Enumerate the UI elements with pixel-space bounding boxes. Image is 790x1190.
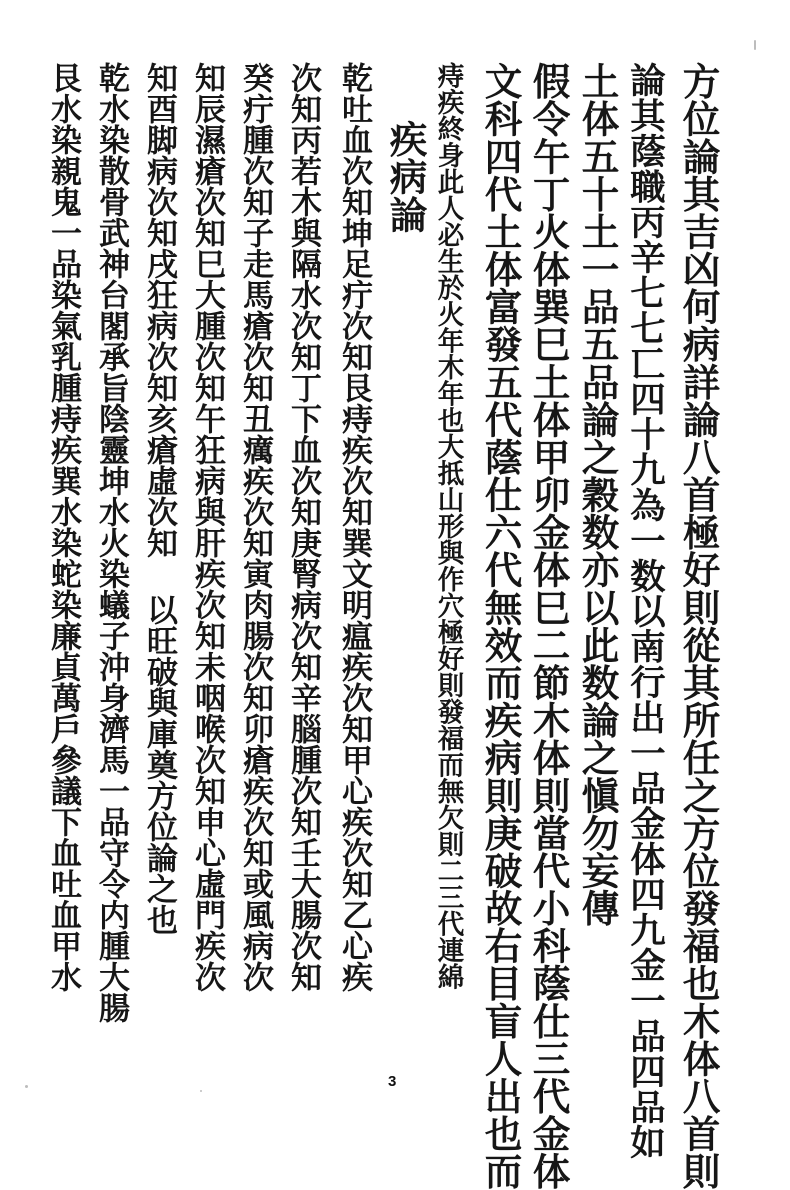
section-heading: 疾病論 <box>383 120 428 233</box>
text-column: 論其蔭職丙辛七七匸四十九為一数以南行出一品金体四九金一品四品如 <box>624 62 666 1160</box>
text-column: 假令午丁火体巽巳土体甲卯金体巳二節木体則當代小科蔭仕三代金体 <box>526 62 571 1190</box>
scan-speck <box>25 1085 28 1088</box>
text-column: 癸疔腫次知子走馬瘡次知丑癘疾次知寅肉腸次知卯瘡疾次知或風病次 <box>237 62 273 992</box>
text-column: 艮水染親鬼一品染氣乳腫痔疾巽水染蛇染廉貞萬戶參議下血吐血甲水 <box>45 62 81 992</box>
text-column: 方位論其吉凶何病詳論八首極好則從其所任之方位發福也木体八首則 <box>676 62 721 1190</box>
text-column: 乾水染散骨武神台閣承旨陰靈坤水火染蟻子沖身濟馬一品守令内腫大腸 <box>93 62 129 1023</box>
page-number: 3 <box>388 1073 397 1090</box>
text-column: 次知丙若木與隔水次知丁下血次知庚腎病次知辛腦腫次知壬大腸次知 <box>285 62 321 992</box>
text-column: 知酉脚病次知戌狂病次知亥瘡虛次知 以旺破與庫奠方位論之也 <box>141 62 177 935</box>
scan-speck <box>754 40 756 50</box>
text-column: 乾吐血次知坤足疔次知艮痔疾次知巽文明瘟疾次知甲心疾次知乙心疾 <box>336 62 372 992</box>
text-column: 痔疾終身此人必生於火年木年也大抵山形與作穴極好則發福而無欠則二三代連綿 <box>432 62 464 990</box>
text-column: 土体五十土一品五品論之穀数亦以此数論之愼勿妄傳 <box>575 62 620 927</box>
text-column: 知辰濕瘡次知巳大腫次知午狂病與肝疾次知未咽喉次知申心虛門疾次 <box>189 62 225 992</box>
scan-speck <box>200 1090 202 1092</box>
text-column: 文科四代土体富發五代蔭仕六代無效而疾病則庚破故右目盲人出也而 <box>478 62 523 1190</box>
